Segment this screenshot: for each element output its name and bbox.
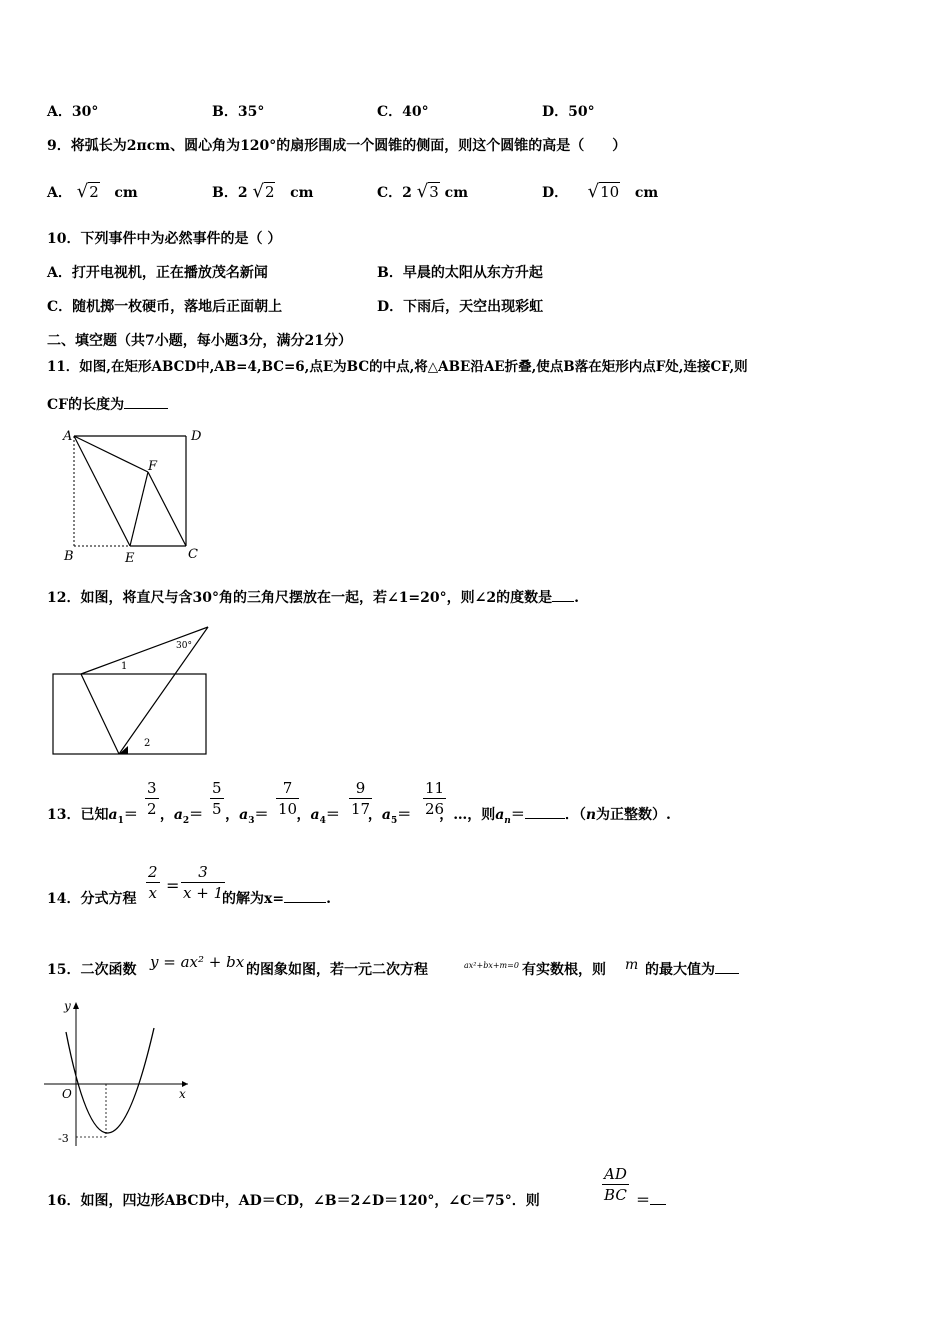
fraction-11-26: $\frac{11}{26}$ <box>425 779 445 818</box>
fraction-3-over-x-plus-1: $\frac{3}{x + 1}$ <box>183 863 224 902</box>
q15-parabola-graph <box>42 996 202 1151</box>
q15-function: y = ax² + bx <box>150 953 245 971</box>
axis-x-label: x <box>179 1087 186 1101</box>
q15-mid: 的图象如图，若一元二次方程 <box>246 962 428 978</box>
q8-option-c: C．40° <box>377 104 429 120</box>
q12-ruler-triangle-figure <box>48 622 218 762</box>
q12-stem: 12．如图，将直尺与含30°角的三角尺摆放在一起，若∠1=20°，则∠2的度数是 . <box>47 590 579 606</box>
q8-option-a: A．30° <box>47 104 99 120</box>
fraction-2-over-x: $\frac{2}{x}$ <box>148 863 158 902</box>
origin-label: O <box>62 1087 72 1101</box>
section-heading: 二、填空题（共7小题，每小题3分，满分21分） <box>47 333 352 349</box>
sqrt-2: √2 <box>76 181 99 202</box>
q15-equation: ax²+bx+m=0 <box>464 961 519 970</box>
angle-2-label: 2 <box>144 738 151 749</box>
minus-3-label: -3 <box>58 1132 69 1145</box>
q15-m: m <box>625 957 639 973</box>
q10-stem: 10．下列事件中为必然事件的是（ ） <box>47 231 282 247</box>
sqrt-2: √2 <box>252 181 275 202</box>
q11-rectangle-figure <box>60 428 210 568</box>
q9-option-d: D． √10 cm <box>542 181 659 202</box>
q9-option-c: C．2 √3 cm <box>377 181 469 202</box>
label-e: E <box>125 551 135 566</box>
fraction-3-2: $\frac{3}{2}$ <box>147 779 157 818</box>
angle-30-label: 30° <box>176 641 192 651</box>
q8-option-d: D．50° <box>542 104 595 120</box>
q16-stem: 16．如图，四边形ABCD中，AD＝CD，∠B＝2∠D＝120°，∠C＝75°．则 <box>47 1193 540 1209</box>
label-c: C <box>188 547 198 562</box>
fraction-9-17: $\frac{9}{17}$ <box>351 779 371 818</box>
q15-suffix: 的最大值为 <box>645 960 739 980</box>
q15-mid2: 有实数根，则 <box>522 962 606 978</box>
q10-option-d: D．下雨后，天空出现彩虹 <box>377 299 544 315</box>
fraction-7-10: $\frac{7}{10}$ <box>278 779 298 818</box>
q15-prefix: 15．二次函数 <box>47 962 137 978</box>
q11-line2: CF的长度为 <box>47 395 168 415</box>
q16-suffix: ＝ <box>636 1191 666 1211</box>
q10-option-b: B．早晨的太阳从东方升起 <box>377 265 543 281</box>
q14-equals: = <box>166 876 180 895</box>
q9-option-a: A． √2 cm <box>47 181 138 202</box>
q14-prefix: 14．分式方程 <box>47 891 137 907</box>
label-f: F <box>148 459 158 474</box>
label-a: A <box>63 429 73 444</box>
axis-y-label: y <box>64 999 71 1013</box>
q14-suffix: 的解为x= . <box>222 891 331 907</box>
q13-stem: 13．已知$a_1=$ ，$a_2=$ ，$a_3=$ ，$a_4=$ ，$a_5=$ ，…，则$a_n=$ ．（n为正整数）. <box>47 807 671 826</box>
label-d: D <box>191 429 202 444</box>
fraction-ad-over-bc: $\frac{AD}{BC}$ <box>604 1165 627 1204</box>
q8-option-b: B．35° <box>212 104 265 120</box>
q10-option-a: A．打开电视机，正在播放茂名新闻 <box>47 265 268 281</box>
q10-option-c: C．随机掷一枚硬币，落地后正面朝上 <box>47 299 283 315</box>
q11-line1: 11．如图,在矩形ABCD中,AB=4,BC=6,点E为BC的中点,将△ABE沿AE折叠,使点B落在矩形内点F处,连接CF,则 <box>47 359 748 375</box>
fraction-5-5: $\frac{5}{5}$ <box>212 779 222 818</box>
label-b: B <box>64 549 74 564</box>
angle-1-label: 1 <box>121 661 128 672</box>
q9-option-b: B．2 √2 cm <box>212 181 314 202</box>
sqrt-3: √3 <box>416 181 439 202</box>
sqrt-10: √10 <box>587 181 620 202</box>
q9-stem: 9．将弧长为2πcm、圆心角为120°的扇形围成一个圆锥的侧面，则这个圆锥的高是（ ） <box>47 138 627 154</box>
